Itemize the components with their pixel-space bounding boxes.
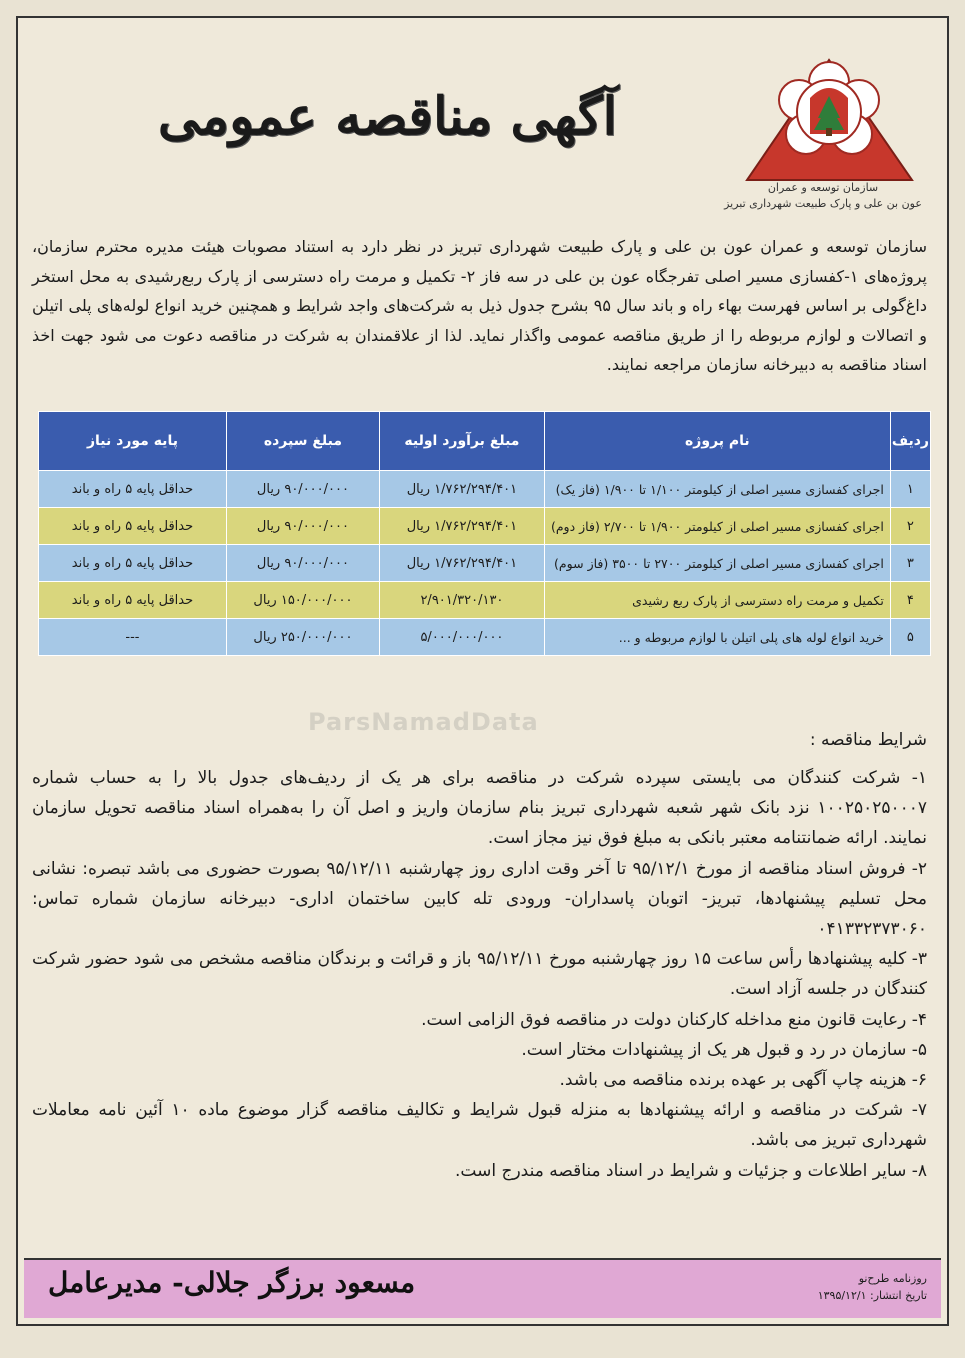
table-row [39,508,931,545]
initial-estimate: ۱/۷۶۲/۲۹۴/۴۰۱ ریال [379,508,544,545]
deposit-amount: ۱۵۰/۰۰۰/۰۰۰ ریال [226,582,379,619]
organization-name-line1: سازمان توسعه و عمران [767,181,879,194]
condition-item: ۱- شرکت کنندگان می بایستی سپرده شرکت در مناقصه برای هر یک از ردیف‌های جدول بالا را به حساب شماره ۱۰۰۲۵۰۲۵۰۰۰۷ نزد بانک شهر شعبه شهرداری تبریز بنام سازمان واریز و اصل آن را به‌همراه اسناد مناقصه تحویل سازمان نمایند. ارائه ضمانتنامه معتبر بانکی به مبلغ فوق نیز مجاز است. [32,768,927,849]
table-header-row [39,412,931,471]
row-number: ۲ [890,508,930,545]
header-project-name: نام پروژه [544,412,890,471]
header-required-grade: پایه مورد نیاز [39,412,227,471]
conditions-title: شرایط مناقصه : [809,730,927,750]
intro-paragraph: سازمان توسعه و عمران عون بن علی و پارک طبیعت شهرداری تبریز در نظر دارد به استناد مصوبات هیئت مدیره محترم سازمان، پروژه‌های ۱-کفسازی مسیر اصلی تفرجگاه عون بن علی در سه فاز ۲- تکمیل و مرمت راه دسترسی از پارک ربع‌رشیدی به محل استخر داغ‌گولی بر اساس فهرست بهاء راه و باند سال ۹۵ بشرح جدول ذیل به شرکت‌های واجد شرایط و همچنین خرید انواع لوله‌های پلی اتیلن و اتصالات و لوازم مربوطه را از طریق مناقصه عمومی واگذار نماید. لذا از علاقمندان به شرکت در مناقصه دعوت می شود جهت اخذ اسناد مناقصه به دبیرخانه سازمان مراجعه نمایند. [32,237,928,374]
condition-item: ۸- سایر اطلاعات و جزئیات و شرایط در اسناد مناقصه مندرج است. [455,1160,927,1181]
table-row [39,582,931,619]
project-name: تکمیل و مرمت راه دسترسی از پارک ربع رشیدی [544,582,890,619]
deposit-amount: ۹۰/۰۰۰/۰۰۰ ریال [226,508,379,545]
organization-name [723,180,923,212]
required-grade: حداقل پایه ۵ راه و باند [39,508,227,545]
header-row-number: ردیف [890,412,930,471]
deposit-amount: ۹۰/۰۰۰/۰۰۰ ریال [226,471,379,508]
header-deposit: مبلغ سپرده [226,412,379,471]
condition-item: ۵- سازمان در رد و قبول هر یک از پیشنهادات مختار است. [521,1039,927,1060]
project-name: اجرای کفسازی مسیر اصلی از کیلومتر ۱/۹۰۰ تا ۲/۷۰۰ (فاز دوم) [544,508,890,545]
header [18,18,947,218]
condition-item: ۶- هزینه چاپ آگهی بر عهده برنده مناقصه می باشد. [559,1070,927,1091]
condition-item: ۲- فروش اسناد مناقصه از مورخ ۹۵/۱۲/۱ تا آخر وقت اداری روز چهارشنبه ۹۵/۱۲/۱۱ بصورت حضوری می باشد تبصره: نشانی محل تسلیم پیشنهادها، تبریز- اتوبان پاسداران- ورودی تله کابین ساختمان اداری- دبیرخانه سازمان شماره تماس: ۰۴۱۳۳۲۳۷۳۰۶۰ [32,858,927,940]
required-grade: حداقل پایه ۵ راه و باند [39,582,227,619]
project-name: اجرای کفسازی مسیر اصلی از کیلومتر ۱/۱۰۰ تا ۱/۹۰۰ (فاز یک) [544,471,890,508]
deposit-amount: ۹۰/۰۰۰/۰۰۰ ریال [226,545,379,582]
initial-estimate: ۱/۷۶۲/۲۹۴/۴۰۱ ریال [379,545,544,582]
manager-signature: مسعود برزگر جلالی- مدیرعامل [48,1266,416,1299]
project-name: اجرای کفسازی مسیر اصلی از کیلومتر ۲۷۰۰ تا ۳۵۰۰ (فاز سوم) [544,545,890,582]
required-grade: حداقل پایه ۵ راه و باند [39,471,227,508]
projects-table [38,411,931,656]
publication-info [818,1270,927,1304]
condition-item: ۴- رعایت قانون منع مداخله کارکنان دولت در مناقصه فوق الزامی است. [421,1009,927,1030]
conditions-list [32,763,927,1186]
organization-logo-icon [742,52,917,187]
initial-estimate: ۵/۰۰۰/۰۰۰/۰۰۰ [379,619,544,656]
table-row [39,619,931,656]
table-row [39,545,931,582]
condition-item: ۳- کلیه پیشنهادها رأس ساعت ۱۵ روز چهارشنبه مورخ ۹۵/۱۲/۱۱ باز و قرائت و برندگان مناقصه مشخص می شود حضور شرکت کنندگان در جلسه آزاد است. [32,949,928,1000]
footer-band [24,1258,941,1318]
initial-estimate: ۱/۷۶۲/۲۹۴/۴۰۱ ریال [379,471,544,508]
deposit-amount: ۲۵۰/۰۰۰/۰۰۰ ریال [226,619,379,656]
table-row [39,471,931,508]
watermark: ParsNamadData [308,708,539,736]
header-initial-estimate: مبلغ برآورد اولیه [379,412,544,471]
tender-notice [16,16,949,1326]
initial-estimate: ۲/۹۰۱/۳۲۰/۱۳۰ [379,582,544,619]
newspaper-name: روزنامه طرح‌نو [858,1272,927,1285]
required-grade: حداقل پایه ۵ راه و باند [39,545,227,582]
condition-item: ۷- شرکت در مناقصه و ارائه پیشنهادها به منزله قبول شرایط و تکالیف مناقصه گزار موضوع ماده ۱۰ آئین نامه معاملات شهرداری تبریز می باشد. [32,1100,927,1151]
notice-title: آگهی مناقصه عمومی [157,86,617,147]
organization-name-line2: عون بن علی و پارک طبیعت شهرداری تبریز [724,197,922,210]
project-name: خرید انواع لوله های پلی اتیلن با لوازم مربوطه و ... [544,619,890,656]
row-number: ۴ [890,582,930,619]
publish-date: تاریخ انتشار: ۱۳۹۵/۱۲/۱ [817,1289,927,1302]
row-number: ۵ [890,619,930,656]
row-number: ۳ [890,545,930,582]
required-grade: --- [39,619,227,656]
row-number: ۱ [890,471,930,508]
